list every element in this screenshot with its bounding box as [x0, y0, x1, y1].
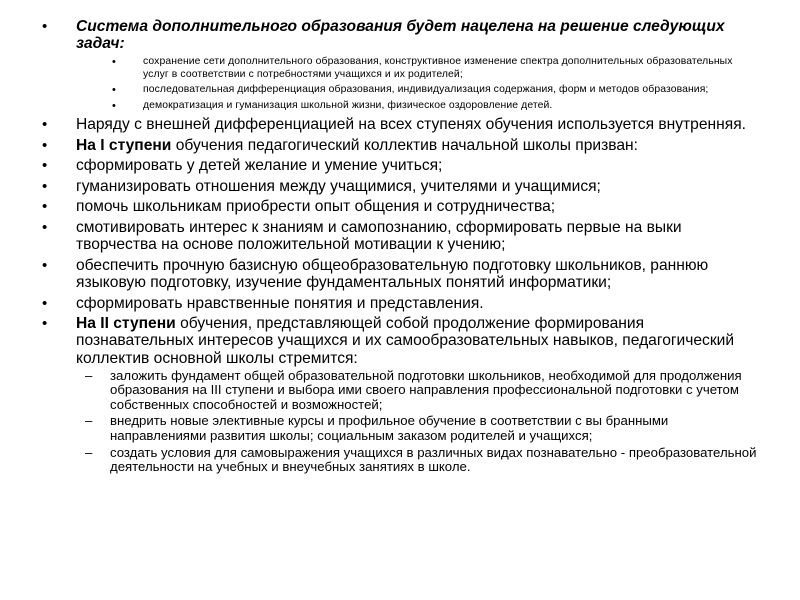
- list-item: – внедрить новые элективные курсы и профильное обучение в соответствии с вы бранными направлениями развития школы; социальным заказом родителей и учащихся;: [76, 414, 760, 443]
- stage2-subitems: [76, 369, 760, 475]
- list-item: • смотивировать интерес к знаниям и самопознанию, сформировать первые на выки творчества на основе положительной мотивации к учению;: [42, 219, 760, 253]
- intro-subitems: [76, 56, 760, 112]
- list-item: • Наряду с внешней дифференциацией на всех ступенях обучения используется внутренняя.: [42, 116, 760, 133]
- list-item: • сформировать у детей желание и умение учиться;: [42, 157, 760, 174]
- list-item: • гуманизировать отношения между учащимися, учителями и учащимися;: [42, 178, 760, 195]
- list-item: • обеспечить прочную базисную общеобразовательную подготовку школьников, раннюю языковую подготовку, изучение фундаментальных понятий информатики;: [42, 257, 760, 291]
- list-item: [42, 137, 760, 154]
- list-item: – создать условия для самовыражения учащихся в различных видах познавательно - преобразовательной деятельности на учебных и внеучебных занятиях в школе.: [76, 446, 760, 475]
- list-item: – заложить фундамент общей образовательной подготовки школьников, необходимой для продолжения образования на III ступени и выбора ими своего направления профессиональной подготовки с учетом собственных способностей и возможностей;: [76, 369, 760, 412]
- list-item: [42, 315, 760, 474]
- list-item: • последовательная дифференциация образования, индивидуализация содержания, форм и методов образования;: [112, 84, 760, 96]
- main-bullet-list: [42, 18, 760, 474]
- list-item: • сохранение сети дополнительного образования, конструктивное изменение спектра дополнительных образовательных услуг в соответствии с потребностями учащихся и их родителей;: [112, 56, 760, 80]
- list-item: [42, 18, 760, 112]
- stage1-text: обучения педагогический коллектив начальной школы призван:: [171, 136, 638, 154]
- list-item: • сформировать нравственные понятия и представления.: [42, 295, 760, 312]
- list-item: • помочь школьникам приобрести опыт общения и сотрудничества;: [42, 198, 760, 215]
- intro-heading: • Система дополнительного образования будет нацелена на решение следующих задач:: [76, 18, 725, 53]
- stage2-text: обучения, представляющей собой продолжение формирования познавательных интересов учащихся и их самообразовательных навыков, педагогический коллектив основной школы стремится:: [76, 315, 735, 367]
- list-item: • демократизация и гуманизация школьной жизни, физическое оздоровление детей.: [112, 100, 760, 112]
- stage2-label: На II ступени: [76, 315, 176, 333]
- stage1-label: На I ступени: [76, 136, 172, 154]
